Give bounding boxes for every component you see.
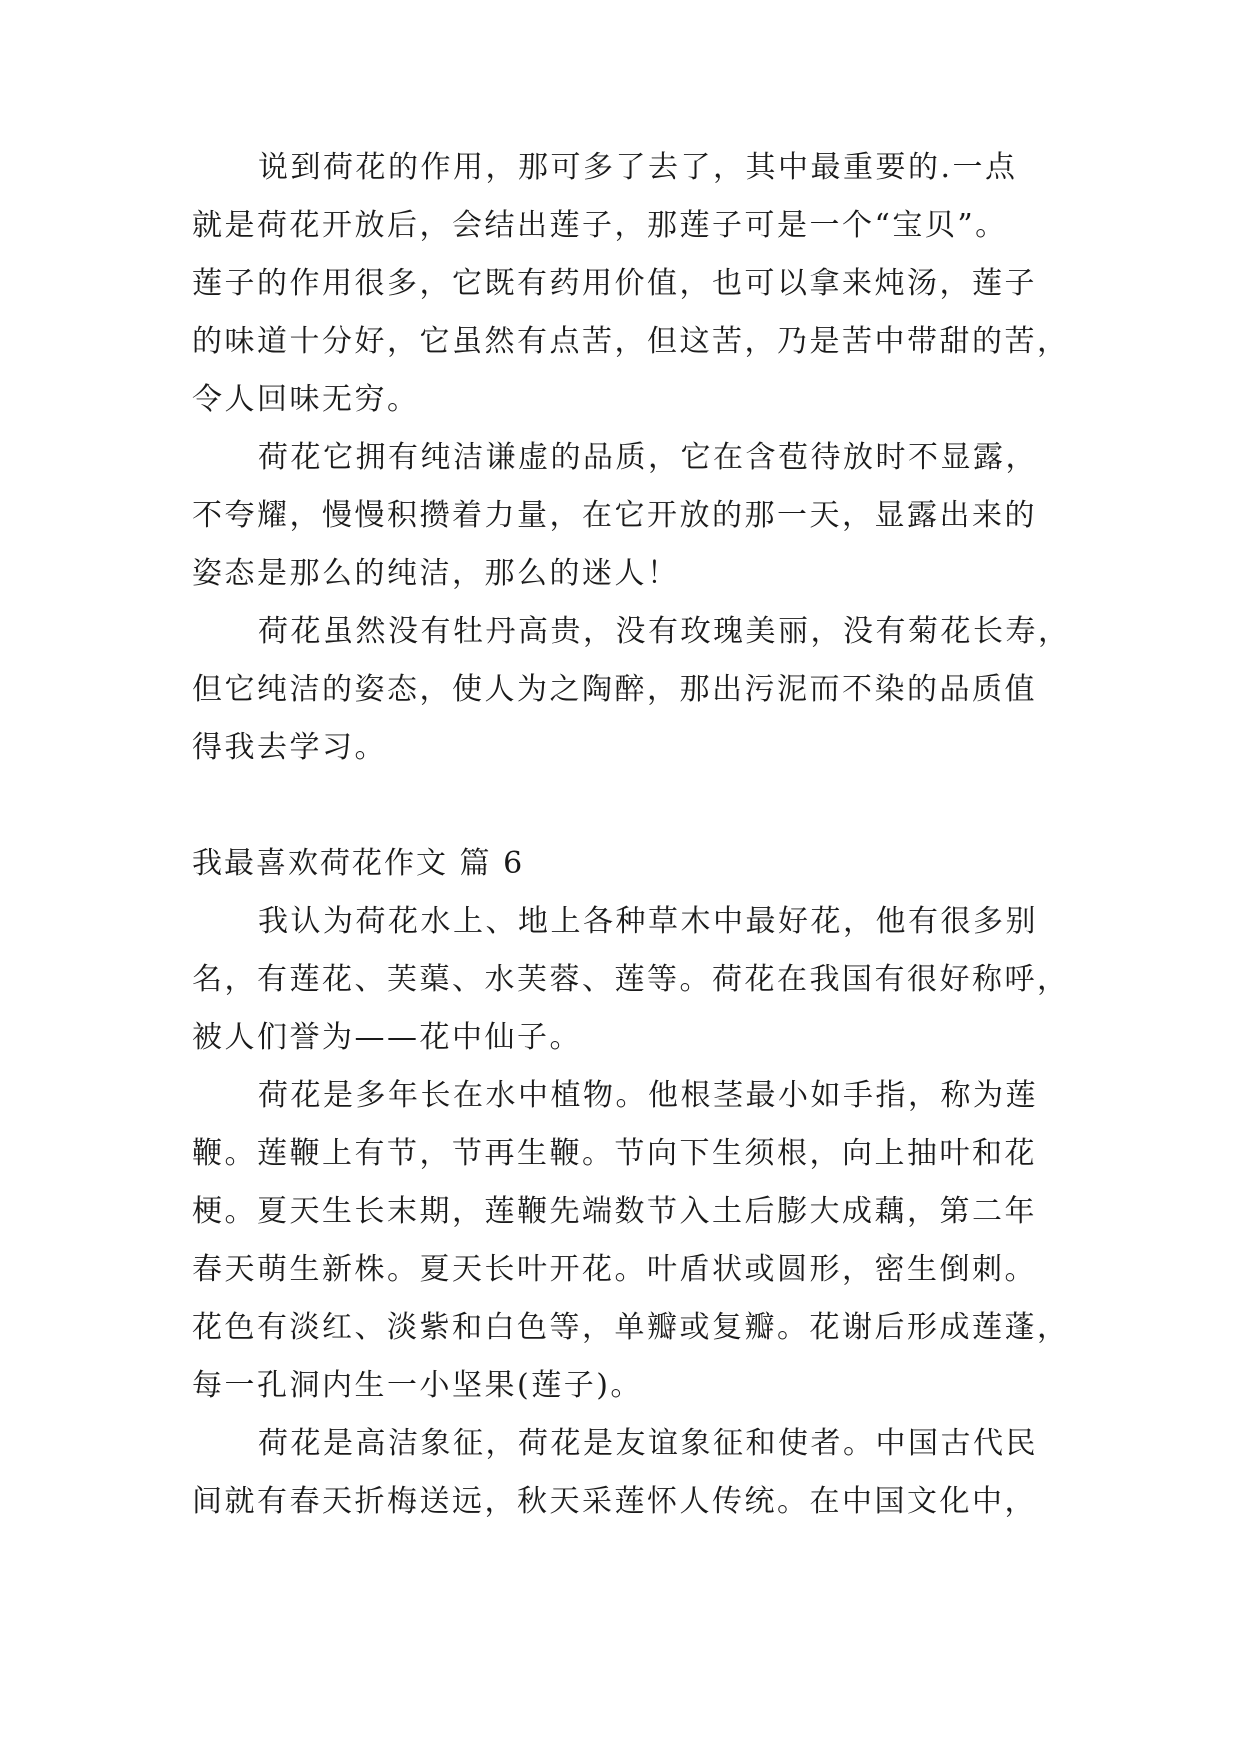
paragraph-line: 荷花虽然没有牡丹高贵，没有玫瑰美丽，没有菊花长寿， (258, 614, 1071, 649)
paragraph-line: 花色有淡红、淡紫和白色等，单瓣或复瓣。花谢后形成莲蓬， (192, 1310, 1070, 1345)
section-heading: 我最喜欢荷花作文 篇 6 (192, 846, 525, 881)
paragraph-line: 得我去学习。 (192, 730, 387, 765)
paragraph-line: 荷花是多年长在水中植物。他根茎最小如手指，称为莲 (258, 1078, 1038, 1113)
paragraph-line: 鞭。莲鞭上有节，节再生鞭。节向下生须根，向上抽叶和花 (192, 1136, 1037, 1171)
paragraph-line: 间就有春天折梅送远，秋天采莲怀人传统。在中国文化中， (192, 1484, 1037, 1519)
paragraph-line: 令人回味无穷。 (192, 382, 420, 417)
paragraph-line: 荷花它拥有纯洁谦虚的品质，它在含苞待放时不显露， (258, 440, 1038, 475)
paragraph-line: 荷花是高洁象征，荷花是友谊象征和使者。中国古代民 (258, 1426, 1038, 1461)
paragraph-line: 名，有莲花、芙蕖、水芙蓉、莲等。荷花在我国有很好称呼， (192, 962, 1070, 997)
paragraph-line: 每一孔洞内生一小坚果(莲子)。 (192, 1368, 643, 1403)
paragraph-line: 的味道十分好，它虽然有点苦，但这苦，乃是苦中带甜的苦， (192, 324, 1070, 359)
paragraph-line: 但它纯洁的姿态，使人为之陶醉，那出污泥而不染的品质值 (192, 672, 1037, 707)
paragraph-line: 就是荷花开放后，会结出莲子，那莲子可是一个“宝贝”。 (192, 208, 1008, 243)
paragraph-line: 被人们誉为——花中仙子。 (192, 1020, 582, 1055)
paragraph-line: 春天萌生新株。夏天长叶开花。叶盾状或圆形，密生倒刺。 (192, 1252, 1037, 1287)
paragraph-line: 不夸耀，慢慢积攒着力量，在它开放的那一天，显露出来的 (192, 498, 1037, 533)
paragraph-line: 姿态是那么的纯洁，那么的迷人！ (192, 556, 680, 591)
paragraph-line: 莲子的作用很多，它既有药用价值，也可以拿来炖汤，莲子 (192, 266, 1037, 301)
paragraph-line: 我认为荷花水上、地上各种草木中最好花，他有很多别 (258, 904, 1038, 939)
paragraph-line: 说到荷花的作用，那可多了去了，其中最重要的.一点 (258, 150, 1018, 185)
paragraph-line: 梗。夏天生长末期，莲鞭先端数节入土后膨大成藕，第二年 (192, 1194, 1037, 1229)
